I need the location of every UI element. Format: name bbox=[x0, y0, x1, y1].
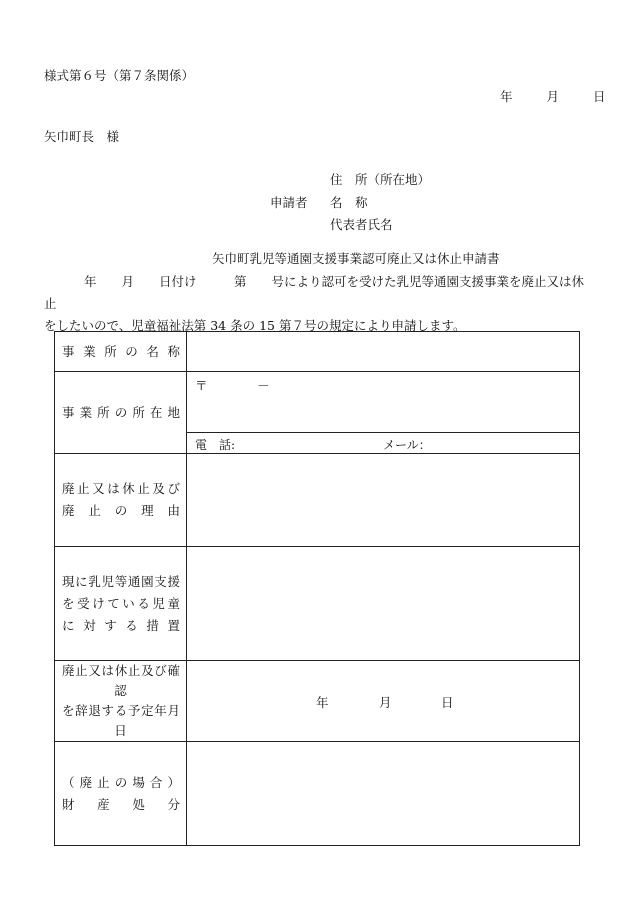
row-reason bbox=[55, 454, 580, 547]
planned-date-label: 廃止又は休止及び確 認 を辞退する予定年月 日 bbox=[55, 661, 187, 742]
body-line-1: 年 月 日付け 第 号により認可を受けた乳児等通園支援事業を廃止又は休止 bbox=[44, 274, 585, 311]
planned-date-field[interactable] bbox=[187, 661, 580, 742]
facility-name-field[interactable] bbox=[187, 332, 580, 372]
form-number: 様式第６号（第７条関係） bbox=[44, 68, 195, 83]
row-facility-location bbox=[55, 372, 580, 433]
postal-dash: － bbox=[257, 378, 270, 393]
date-month-label: 月 bbox=[546, 89, 559, 104]
application-body-text bbox=[44, 271, 589, 337]
applicant-name-label: 名 称 bbox=[330, 195, 368, 210]
mail-label: メール： bbox=[383, 438, 431, 452]
application-form-table bbox=[54, 331, 580, 846]
planned-date-day: 日 bbox=[441, 695, 454, 710]
facility-address-field[interactable] bbox=[187, 372, 580, 433]
facility-location-label: 事業所の所在地 bbox=[55, 372, 187, 454]
postal-mark: 〒 bbox=[195, 378, 208, 393]
planned-date-month: 月 bbox=[379, 695, 392, 710]
row-facility-name bbox=[55, 332, 580, 372]
submission-date bbox=[500, 87, 605, 105]
row-measures bbox=[55, 547, 580, 661]
property-disposal-field[interactable] bbox=[187, 742, 580, 846]
reason-label: 廃止又は休止及び 廃止の理由 bbox=[55, 454, 187, 547]
document-title: 矢巾町乳児等通園支援事業認可廃止又は休止申請書 bbox=[212, 251, 500, 266]
date-year-label: 年 bbox=[500, 89, 513, 104]
measures-field[interactable] bbox=[187, 547, 580, 661]
row-planned-date bbox=[55, 661, 580, 742]
measures-label: 現に乳児等通園支援 を受けている児童 に対する措置 bbox=[55, 547, 187, 661]
row-property-disposal bbox=[55, 742, 580, 846]
applicant-label: 申請者 bbox=[270, 195, 308, 210]
date-day-label: 日 bbox=[592, 89, 606, 104]
reason-field[interactable] bbox=[187, 454, 580, 547]
phone-label: 電 話: bbox=[195, 438, 236, 452]
addressee: 矢巾町長 様 bbox=[44, 129, 120, 144]
representative-name-label: 代表者氏名 bbox=[330, 217, 393, 232]
planned-date-year: 年 bbox=[316, 695, 329, 710]
facility-name-label: 事業所の名称 bbox=[55, 332, 187, 372]
property-disposal-label: （廃止の場合） 財産処分 bbox=[55, 742, 187, 846]
contact-field[interactable] bbox=[187, 433, 580, 454]
body-line-2: をしたいので、児童福祉法第 34 条の 15 第７号の規定により申請します。 bbox=[44, 318, 466, 333]
applicant-address-label: 住 所（所在地） bbox=[330, 172, 431, 187]
